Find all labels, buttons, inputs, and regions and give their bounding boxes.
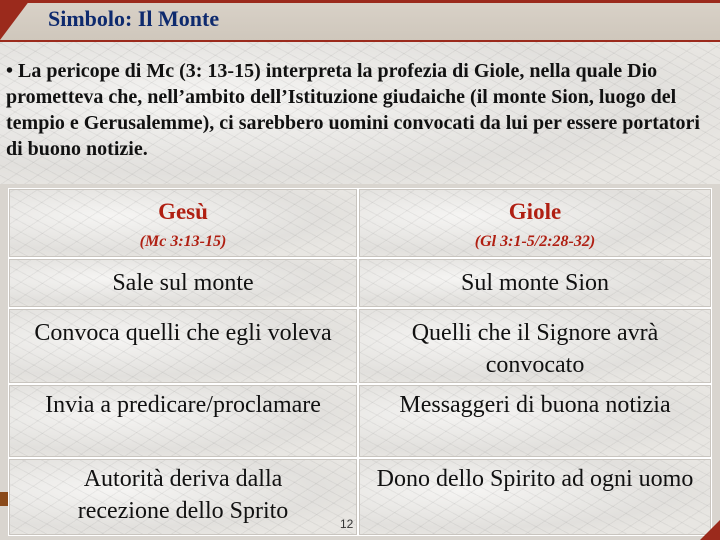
row-2-left bbox=[8, 308, 358, 384]
row-4-left bbox=[8, 458, 358, 536]
header-name: Gesù bbox=[158, 199, 208, 224]
bullet-text: • La pericope di Mc (3: 13-15) interpreta la profezia di Giole, nella quale Dio prometteva che, nell’ambito dell’Istituzione giudaiche (il monte Sion, luogo del tempio e Gerusalemme), ci sarebbero uomini convocati da lui per essere portatori di buono notizie. bbox=[6, 60, 700, 160]
comparison-table bbox=[0, 184, 720, 540]
row-1-right bbox=[358, 258, 712, 308]
header-reference: (Mc 3:13-15) bbox=[139, 233, 227, 250]
row-3-left bbox=[8, 384, 358, 458]
header-cell-giole bbox=[358, 188, 712, 258]
cell-text: Messaggeri di buona notizia bbox=[399, 392, 671, 418]
cell-text: Sul monte Sion bbox=[460, 270, 610, 296]
row-2-right bbox=[358, 308, 712, 384]
cell-text: Invia a predicare/proclamare bbox=[45, 392, 321, 418]
title-accent-corner bbox=[0, 0, 30, 40]
cell-text: Quelli che il Signore avrà convocato bbox=[411, 320, 659, 378]
cell-text: Autorità deriva dalla recezione dello Sprito bbox=[77, 466, 289, 524]
cell-text: Dono dello Spirito ad ogni uomo bbox=[376, 466, 694, 492]
cell-text: Sale sul monte bbox=[112, 270, 254, 296]
header-cell-gesu bbox=[8, 188, 358, 258]
left-edge-accent bbox=[0, 492, 8, 506]
page-number: 12 bbox=[340, 517, 354, 531]
slide-title: Simbolo: Il Monte bbox=[48, 6, 220, 31]
row-4-right bbox=[358, 458, 712, 536]
header-name: Giole bbox=[508, 199, 562, 224]
row-1-left bbox=[8, 258, 358, 308]
cell-text: Convoca quelli che egli voleva bbox=[34, 320, 332, 346]
bullet-box bbox=[0, 40, 720, 186]
header-reference: (Gl 3:1-5/2:28-32) bbox=[474, 233, 596, 250]
row-3-right bbox=[358, 384, 712, 458]
title-bar bbox=[0, 0, 720, 40]
title-accent-line bbox=[0, 0, 720, 3]
